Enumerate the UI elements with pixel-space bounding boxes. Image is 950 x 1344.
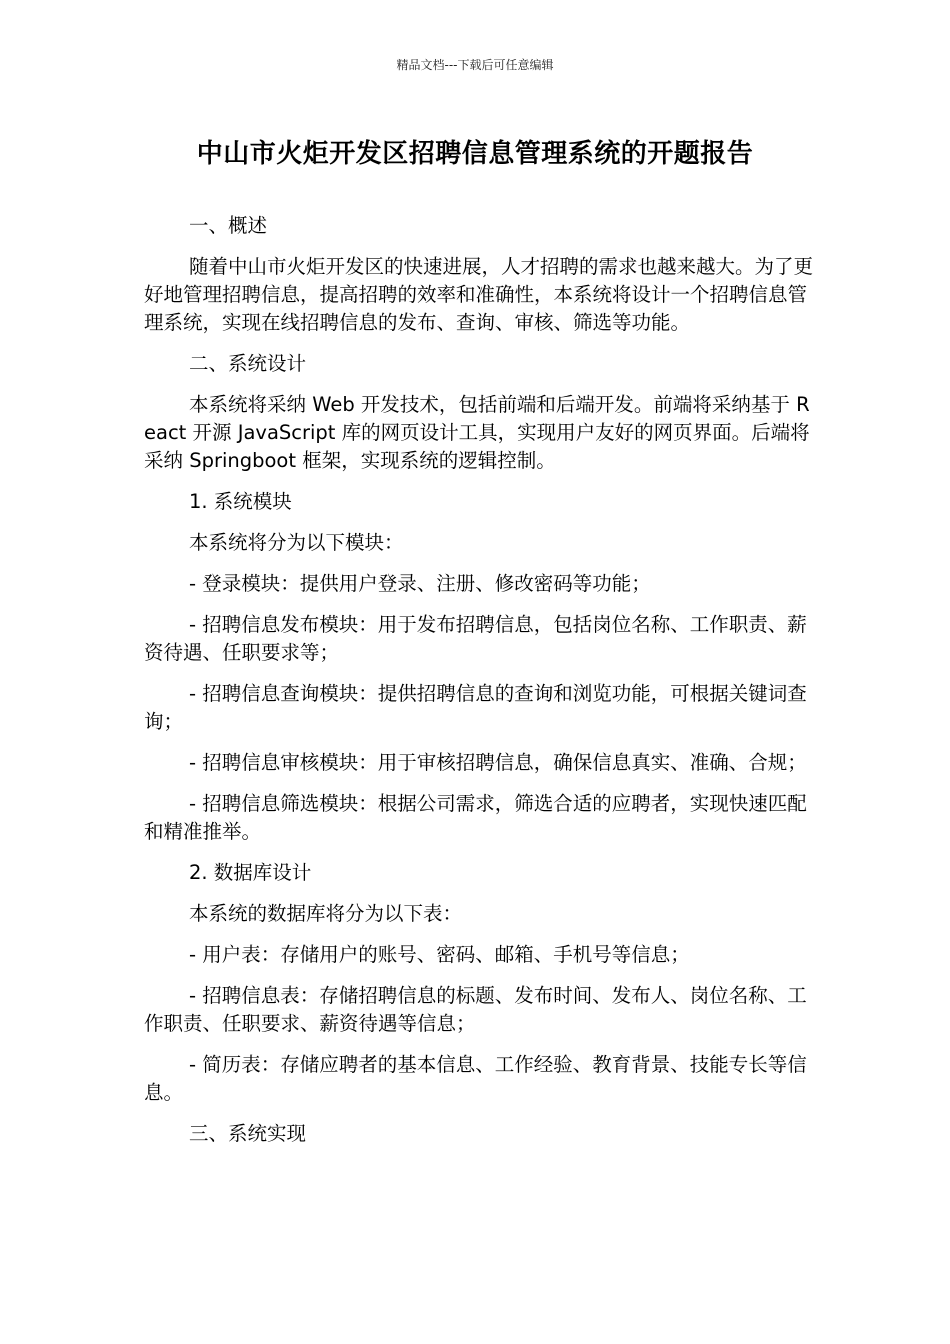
section-heading-system-design: 二、系统设计 xyxy=(189,352,307,375)
paragraph-tech-stack: 本系统将采纳 Web 开发技术，包括前端和后端开发。前端将采纳基于 React 开源 JavaScript 库的网页设计工具，实现用户友好的网页界面。后端将采纳 Springboot 框架，实现系统的逻辑控制。 xyxy=(144,393,810,472)
list-item-publish-module: - 招聘信息发布模块：用于发布招聘信息，包括岗位名称、工作职责、薪资待遇、任职要求等； xyxy=(144,613,807,664)
paragraph-overview: 随着中山市火炬开发区的快速进展，人才招聘的需求也越来越大。为了更好地管理招聘信息，提高招聘的效率和准确性，本系统将设计一个招聘信息管理系统，实现在线招聘信息的发布、查询、审核、筛选等功能。 xyxy=(144,255,814,334)
subheading-system-modules: 1. 系统模块 xyxy=(189,490,292,513)
list-item-review-module: - 招聘信息审核模块：用于审核招聘信息，确保信息真实、准确、合规； xyxy=(189,751,807,774)
section-heading-implementation: 三、系统实现 xyxy=(189,1122,307,1145)
list-item-query-module: - 招聘信息查询模块：提供招聘信息的查询和浏览功能，可根据关键词查询； xyxy=(144,682,807,733)
section-heading-overview: 一、概述 xyxy=(189,214,268,237)
list-item-filter-module: - 招聘信息筛选模块：根据公司需求，筛选合适的应聘者，实现快速匹配和精准推举。 xyxy=(144,792,807,843)
page-header: 精品文档---下载后可任意编辑 xyxy=(396,58,554,72)
list-item-user-table: - 用户表：存储用户的账号、密码、邮箱、手机号等信息； xyxy=(189,943,690,966)
paragraph-tables-intro: 本系统的数据库将分为以下表： xyxy=(189,902,463,925)
list-item-login-module: - 登录模块：提供用户登录、注册、修改密码等功能； xyxy=(189,572,651,595)
document-body xyxy=(144,212,819,1161)
document-title: 中山市火炬开发区招聘信息管理系统的开题报告 xyxy=(196,139,754,169)
list-item-job-table: - 招聘信息表：存储招聘信息的标题、发布时间、发布人、岗位名称、工作职责、任职要求、薪资待遇等信息； xyxy=(144,984,807,1035)
paragraph-modules-intro: 本系统将分为以下模块： xyxy=(189,531,404,554)
list-item-resume-table: - 简历表：存储应聘者的基本信息、工作经验、教育背景、技能专长等信息。 xyxy=(144,1053,807,1104)
subheading-database-design: 2. 数据库设计 xyxy=(189,861,312,884)
